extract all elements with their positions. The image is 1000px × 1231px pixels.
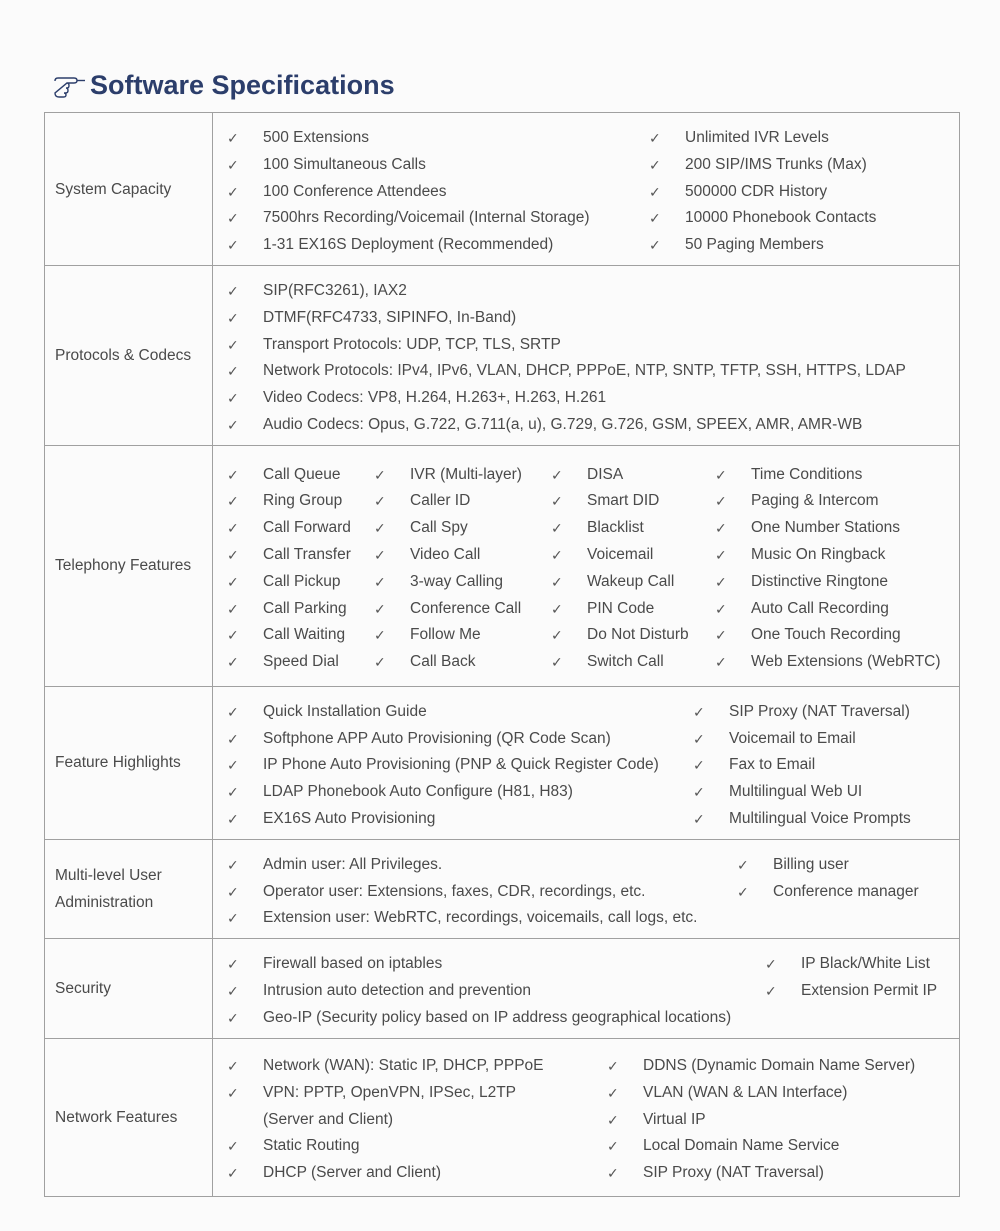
list-item-text: Conference manager (773, 882, 919, 900)
list-item-text: Extension user: WebRTC, recordings, voicemails, call logs, etc. (263, 909, 698, 927)
checkmark-icon: ✓ (551, 493, 563, 510)
checkmark-icon: ✓ (227, 416, 239, 433)
list-item-text: One Touch Recording (751, 626, 901, 644)
list-item-text: Multilingual Voice Prompts (729, 809, 911, 827)
list-item (213, 278, 959, 305)
row-content (213, 686, 960, 839)
list-item (701, 649, 941, 676)
list-item-text: IVR (Multi-layer) (410, 465, 522, 483)
list-item-text: Quick Installation Guide (263, 702, 427, 720)
checkmark-icon: ✓ (715, 654, 727, 671)
row-content (213, 266, 960, 446)
row-label: System Capacity (45, 113, 213, 266)
checkmark-icon: ✓ (737, 883, 749, 900)
checkmark-icon: ✓ (715, 466, 727, 483)
row-label-line1: Multi-level User (55, 866, 162, 884)
checkmark-icon: ✓ (227, 1009, 239, 1026)
checkmark-icon: ✓ (693, 757, 705, 774)
checkmark-icon: ✓ (227, 600, 239, 617)
list-item-text: 100 Simultaneous Calls (263, 155, 426, 173)
list-item (679, 779, 911, 806)
list-item-text: Call Forward (263, 519, 351, 537)
list-item (593, 1133, 915, 1160)
row-label: Network Features (45, 1038, 213, 1196)
checkmark-icon: ✓ (227, 237, 239, 254)
spec-list-right (751, 951, 937, 1031)
list-item-text: Video Call (410, 545, 481, 563)
list-item (701, 569, 941, 596)
checkmark-icon: ✓ (374, 654, 386, 671)
list-item (679, 726, 911, 753)
list-item-text: 3-way Calling (410, 572, 504, 590)
list-item (701, 596, 941, 623)
list-item (213, 951, 751, 978)
checkmark-icon: ✓ (649, 183, 661, 200)
list-item-text: SIP(RFC3261), IAX2 (263, 282, 407, 299)
checkmark-icon: ✓ (227, 466, 239, 483)
checkmark-icon: ✓ (607, 1058, 619, 1075)
list-item-text: Smart DID (587, 492, 660, 510)
checkmark-icon: ✓ (693, 703, 705, 720)
list-item-text: Admin user: All Privileges. (263, 855, 443, 873)
checkmark-icon: ✓ (649, 130, 661, 146)
spec-list-left (213, 125, 635, 259)
row-label: Security (45, 939, 213, 1038)
list-item (635, 179, 876, 206)
list-item (213, 699, 679, 726)
checkmark-icon: ✓ (227, 654, 239, 671)
list-item-text: DISA (587, 465, 624, 483)
list-item (213, 978, 751, 1005)
checkmark-icon: ✓ (227, 627, 239, 644)
list-item (635, 152, 876, 179)
list-item (213, 205, 635, 232)
checkmark-icon: ✓ (693, 730, 705, 747)
checkmark-icon: ✓ (765, 956, 777, 973)
checkmark-icon: ✓ (227, 156, 239, 173)
list-item-text: Firewall based on iptables (263, 955, 443, 973)
spec-list (213, 278, 959, 439)
list-item-text: Extension Permit IP (801, 981, 938, 999)
list-item (213, 569, 360, 596)
list-item (213, 1005, 751, 1032)
list-item-text: Switch Call (587, 653, 664, 671)
checkmark-icon: ✓ (551, 466, 563, 483)
list-item (213, 852, 723, 879)
spec-list-right (723, 852, 919, 932)
list-item-text: Call Waiting (263, 626, 346, 644)
list-item-text: Follow Me (410, 626, 481, 644)
checkmark-icon: ✓ (551, 520, 563, 537)
list-item-text: Network Protocols: IPv4, IPv6, VLAN, DHCP, PPPoE, NTP, SNTP, TFTP, SSH, HTTPS, LDAP (263, 362, 906, 380)
row-label (45, 839, 213, 938)
checkmark-icon: ✓ (227, 730, 239, 747)
list-item-text: 50 Paging Members (685, 236, 824, 254)
checkmark-icon: ✓ (607, 1165, 619, 1182)
list-item (213, 596, 360, 623)
list-item (213, 515, 360, 542)
table-row-protocols-codecs (45, 266, 960, 446)
list-item (213, 358, 959, 385)
list-item-text: PIN Code (587, 599, 655, 617)
list-item-text: Voicemail (587, 545, 654, 563)
list-item-text: 10000 Phonebook Contacts (685, 209, 877, 227)
checkmark-icon: ✓ (227, 573, 239, 590)
checkmark-icon: ✓ (374, 546, 386, 563)
list-item-text: Wakeup Call (587, 572, 675, 590)
checkmark-icon: ✓ (227, 810, 239, 827)
checkmark-icon: ✓ (715, 573, 727, 590)
row-label: Protocols & Codecs (45, 266, 213, 446)
spec-list-left (213, 1053, 593, 1187)
checkmark-icon: ✓ (227, 703, 239, 720)
checkmark-icon: ✓ (374, 573, 386, 590)
list-item (360, 462, 537, 489)
list-item (213, 1080, 593, 1134)
checkmark-icon: ✓ (693, 784, 705, 801)
list-item (537, 596, 701, 623)
list-item (701, 462, 941, 489)
page-title: Software Specifications (90, 70, 395, 100)
checkmark-icon: ✓ (715, 627, 727, 644)
list-item (213, 752, 679, 779)
list-item-text: Ring Group (263, 492, 343, 510)
row-label: Telephony Features (45, 445, 213, 686)
list-item (537, 462, 701, 489)
list-item (360, 569, 537, 596)
list-item-text: Multilingual Web UI (729, 783, 863, 801)
checkmark-icon: ✓ (227, 336, 239, 353)
list-item-text: Transport Protocols: UDP, TCP, TLS, SRTP (263, 335, 561, 353)
list-item (213, 622, 360, 649)
list-item (360, 542, 537, 569)
list-item-text: 7500hrs Recording/Voicemail (Internal Storage) (263, 209, 590, 227)
list-item-text: DHCP (Server and Client) (263, 1164, 442, 1182)
checkmark-icon: ✓ (607, 1111, 619, 1128)
list-item (593, 1053, 915, 1080)
list-item-text: Softphone APP Auto Provisioning (QR Code Scan) (263, 729, 611, 747)
checkmark-icon: ✓ (693, 810, 705, 827)
list-item-text: Call Transfer (263, 545, 351, 563)
row-content (213, 445, 960, 686)
row-content (213, 839, 960, 938)
list-item (360, 622, 537, 649)
list-item (213, 462, 360, 489)
list-item (360, 649, 537, 676)
list-item (213, 412, 959, 439)
list-item-text: SIP Proxy (NAT Traversal) (729, 702, 910, 720)
spec-list-left (213, 951, 751, 1031)
checkmark-icon: ✓ (227, 493, 239, 510)
spec-list-col1 (213, 462, 360, 676)
checkmark-icon: ✓ (715, 600, 727, 617)
list-item-text: Web Extensions (WebRTC) (751, 653, 941, 671)
table-row-security (45, 939, 960, 1038)
list-item (701, 622, 941, 649)
list-item (213, 179, 635, 206)
table-row-telephony-features (45, 445, 960, 686)
list-item-text: 200 SIP/IMS Trunks (Max) (685, 155, 867, 173)
checkmark-icon: ✓ (227, 390, 239, 407)
checkmark-icon: ✓ (227, 757, 239, 774)
list-item-text: Voicemail to Email (729, 729, 856, 747)
checkmark-icon: ✓ (715, 546, 727, 563)
list-item (213, 332, 959, 359)
checkmark-icon: ✓ (227, 883, 239, 900)
spec-list-right (593, 1053, 915, 1187)
list-item-text: Billing user (773, 855, 849, 873)
table-row-user-administration (45, 839, 960, 938)
list-item-text: Unlimited IVR Levels (685, 129, 829, 146)
list-item-text: One Number Stations (751, 519, 901, 537)
checkmark-icon: ✓ (649, 156, 661, 173)
spec-list-col2 (360, 462, 537, 676)
spec-list-right (679, 699, 911, 833)
list-item (213, 305, 959, 332)
list-item-text: Geo-IP (Security policy based on IP address geographical locations) (263, 1008, 732, 1026)
list-item-text: Do Not Disturb (587, 626, 689, 644)
checkmark-icon: ✓ (551, 573, 563, 590)
checkmark-icon: ✓ (227, 910, 239, 927)
checkmark-icon: ✓ (649, 237, 661, 254)
checkmark-icon: ✓ (227, 856, 239, 873)
list-item-text: Conference Call (410, 599, 522, 617)
list-item (213, 1053, 593, 1080)
spec-list-right (635, 125, 876, 259)
checkmark-icon: ✓ (737, 856, 749, 873)
row-content (213, 1038, 960, 1196)
list-item (213, 125, 635, 152)
spec-list-left (213, 852, 723, 932)
list-item (593, 1080, 915, 1107)
list-item (213, 1133, 593, 1160)
spec-list-left (213, 699, 679, 833)
list-item-text: Paging & Intercom (751, 492, 879, 510)
list-item (593, 1160, 915, 1187)
list-item-text: DTMF(RFC4733, SIPINFO, In-Band) (263, 308, 517, 326)
list-item-text: DDNS (Dynamic Domain Name Server) (643, 1057, 916, 1075)
list-item-text: 500000 CDR History (685, 182, 828, 200)
list-item (635, 205, 876, 232)
checkmark-icon: ✓ (607, 1084, 619, 1101)
list-item-text: 500 Extensions (263, 129, 369, 146)
checkmark-icon: ✓ (227, 309, 239, 326)
list-item (679, 806, 911, 833)
list-item (537, 649, 701, 676)
list-item (701, 515, 941, 542)
list-item-text: VPN: PPTP, OpenVPN, IPSec, L2TP (Server and Client) (263, 1083, 516, 1128)
list-item-text: VLAN (WAN & LAN Interface) (643, 1083, 848, 1101)
list-item (213, 726, 679, 753)
list-item-text: Virtual IP (643, 1110, 706, 1128)
checkmark-icon: ✓ (715, 520, 727, 537)
list-item-text: LDAP Phonebook Auto Configure (H81, H83) (263, 783, 573, 801)
list-item-text: Time Conditions (751, 465, 863, 483)
list-item (360, 488, 537, 515)
checkmark-icon: ✓ (227, 520, 239, 537)
checkmark-icon: ✓ (374, 627, 386, 644)
list-item (213, 1160, 593, 1187)
list-item (679, 752, 911, 779)
checkmark-icon: ✓ (227, 784, 239, 801)
list-item-text: Call Back (410, 653, 476, 671)
checkmark-icon: ✓ (227, 956, 239, 973)
list-item (360, 515, 537, 542)
list-item (537, 488, 701, 515)
checkmark-icon: ✓ (227, 183, 239, 200)
checkmark-icon: ✓ (374, 493, 386, 510)
list-item-text: Caller ID (410, 492, 471, 510)
list-item (213, 779, 679, 806)
list-item-text: 100 Conference Attendees (263, 182, 447, 200)
list-item-text: Call Pickup (263, 572, 341, 590)
checkmark-icon: ✓ (374, 466, 386, 483)
list-item-text: Intrusion auto detection and prevention (263, 981, 531, 999)
checkmark-icon: ✓ (374, 600, 386, 617)
table-row-feature-highlights (45, 686, 960, 839)
list-item (213, 879, 723, 906)
list-item-text: Audio Codecs: Opus, G.722, G.711(a, u), G.729, G.726, GSM, SPEEX, AMR, AMR-WB (263, 415, 863, 433)
list-item (213, 385, 959, 412)
checkmark-icon: ✓ (551, 627, 563, 644)
list-item (213, 806, 679, 833)
checkmark-icon: ✓ (374, 520, 386, 537)
checkmark-icon: ✓ (551, 546, 563, 563)
list-item-text: SIP Proxy (NAT Traversal) (643, 1164, 824, 1182)
list-item-text: Call Spy (410, 519, 468, 537)
list-item-text: Network (WAN): Static IP, DHCP, PPPoE (263, 1057, 544, 1075)
list-item (635, 232, 876, 259)
checkmark-icon: ✓ (227, 1084, 239, 1101)
checkmark-icon: ✓ (649, 210, 661, 227)
list-item-text: Speed Dial (263, 653, 339, 671)
list-item (213, 542, 360, 569)
list-item-text: Static Routing (263, 1137, 360, 1155)
list-item (635, 125, 876, 152)
list-item-text: Call Queue (263, 465, 341, 483)
checkmark-icon: ✓ (227, 1058, 239, 1075)
list-item-text: Distinctive Ringtone (751, 572, 888, 590)
list-item (723, 879, 919, 906)
checkmark-icon: ✓ (227, 1165, 239, 1182)
list-item (537, 569, 701, 596)
checkmark-icon: ✓ (227, 546, 239, 563)
list-item-text: IP Black/White List (801, 955, 930, 973)
list-item (701, 488, 941, 515)
list-item (751, 978, 937, 1005)
checkmark-icon: ✓ (227, 130, 239, 146)
list-item (537, 542, 701, 569)
row-label: Feature Highlights (45, 686, 213, 839)
spec-list-col4 (701, 462, 941, 676)
specifications-table (44, 112, 960, 1197)
list-item-text: Music On Ringback (751, 545, 886, 563)
list-item-text: Local Domain Name Service (643, 1137, 840, 1155)
list-item (537, 622, 701, 649)
list-item (679, 699, 911, 726)
checkmark-icon: ✓ (227, 283, 239, 299)
list-item-text: Blacklist (587, 519, 644, 537)
list-item-text: Auto Call Recording (751, 599, 889, 617)
row-content (213, 939, 960, 1038)
list-item-text: Video Codecs: VP8, H.264, H.263+, H.263, H.261 (263, 389, 607, 407)
list-item-text: Call Parking (263, 599, 347, 617)
list-item-text: 1-31 EX16S Deployment (Recommended) (263, 236, 554, 254)
list-item (537, 515, 701, 542)
list-item-text: Fax to Email (729, 756, 816, 774)
spec-list-col3 (537, 462, 701, 676)
list-item (213, 649, 360, 676)
list-item (751, 951, 937, 978)
checkmark-icon: ✓ (551, 600, 563, 617)
list-item-text: Operator user: Extensions, faxes, CDR, recordings, etc. (263, 882, 646, 900)
checkmark-icon: ✓ (227, 1138, 239, 1155)
list-item (213, 152, 635, 179)
page-header (52, 70, 395, 101)
checkmark-icon: ✓ (227, 210, 239, 227)
checkmark-icon: ✓ (227, 982, 239, 999)
pointing-hand-icon (52, 73, 88, 99)
row-label-line2: Administration (55, 893, 154, 911)
list-item (593, 1107, 915, 1134)
list-item (213, 232, 635, 259)
table-row-network-features (45, 1038, 960, 1196)
list-item-text: EX16S Auto Provisioning (263, 809, 436, 827)
row-content (213, 113, 960, 266)
checkmark-icon: ✓ (715, 493, 727, 510)
checkmark-icon: ✓ (227, 363, 239, 380)
table-row-system-capacity (45, 113, 960, 266)
list-item (360, 596, 537, 623)
list-item (701, 542, 941, 569)
list-item-text: IP Phone Auto Provisioning (PNP & Quick Register Code) (263, 756, 659, 774)
checkmark-icon: ✓ (607, 1138, 619, 1155)
list-item (213, 488, 360, 515)
list-item (723, 852, 919, 879)
checkmark-icon: ✓ (765, 982, 777, 999)
checkmark-icon: ✓ (551, 654, 563, 671)
list-item (213, 905, 723, 932)
